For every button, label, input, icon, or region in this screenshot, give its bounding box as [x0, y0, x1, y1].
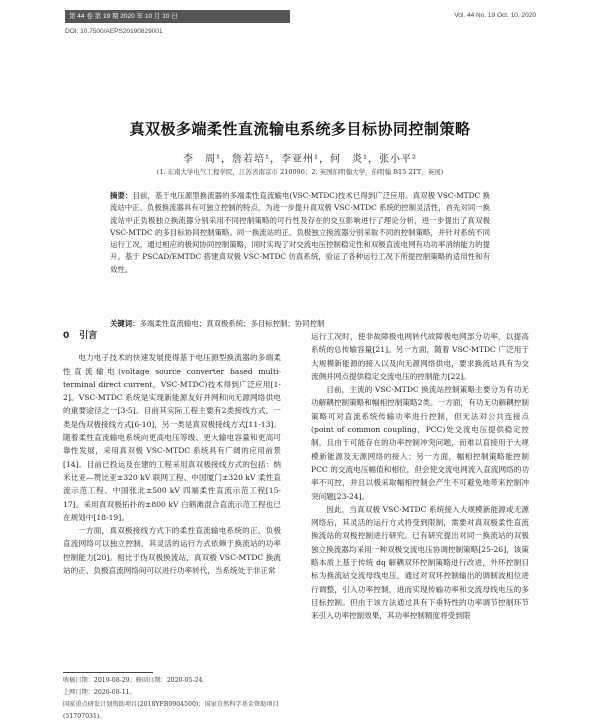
paragraph: 因此，当真双极 VSC-MTDC 系统接入大规模新能源或无源网络后，其灵活的运行方式将受到限制，需要对真双极柔性直流换流站的双极控制进行研究。已有研究提出对同一换流站的双极独立换流器均采用一种双极交流电压协调控制策略[25-26]，该策略本质上基于传统 dq 解耦双环控制策略进行改进，外环控制目标为换流站交流母线电压，通过对双环控制输出的调制波相位进行调整，引入功率控制，进而实现传输功率和交流母线电压的多目标控制。但由于该方法通过具有下垂特性的功率调节控制环节来引入功率控制效果，其功率控制精度将受到限 — [311, 504, 529, 621]
footnote-divider — [63, 672, 153, 673]
paragraph: 一方面，真双极接线方式下的柔性直流输电系统的正、负极直流网络可以独立控制，其灵活的运行方式依赖于换流站的功率控制能力[20]。相比于伪双极换流站，真双极 VSC-MTDC 换流站的正、负极直流网络间可以进行功率转代，当系统处于非正常 — [63, 526, 281, 576]
body-column-left — [63, 330, 281, 577]
footnote-funding: 国家重点研发计划资助项目(2018YFB0904500)；国家自然科学基金资助项目(51707031)。 — [63, 701, 279, 720]
abstract-text: 目前，基于电压源型换流器的多端柔性直流输电(VSC-MTDC)技术已得到广泛应用。真双极 VSC-MTDC 换流站中正、负极换流器具有可独立控制的特点，为进一步提升真双极 VSC-MTDC 系统的控制灵活性，首先对同一换流站中正负极独立换流器分别采用不同控制策略的可行性及存在的交互影响进行了理论分析，进一步提出了真双极 VSC-MTDC 的多目标协同控制策略。同一换流站的正、负极独立换流器分别采取不同的控制策略，并针对系统不同运行工况，通过相应的极间协同控制策略，同时实现了对交流电压控制稳定性和双极直流电网有功功率消纳能力的提升。基于 PSCAD/EMTDC 搭建真双极 VSC-MTDC 仿真系统，验证了各种运行工况下所提控制策略的适用性和有效性。 — [110, 191, 490, 274]
affiliation: (1. 东南大学电气工程学院，江苏省南京市 210096；2. 英国伯明翰大学，伯明翰 B15 2TT，英国) — [156, 168, 444, 176]
doi-link[interactable]: DOI: 10.7500/AEPS20190829001 — [65, 28, 163, 35]
paragraph: 电力电子技术的快速发展使得基于电压源型换流器的多端柔性直流输电(voltage source converter based multi-terminal direct current，VSC-MTDC)技术得到广泛应用[1-2]。VSC-MTDC 系统是实现新能源友好并网和向无源网络供电的重要途径之一[3-5]。目前其实际工程主要有2类接线方式，一类是伪双极接线方式[6-10]，另一类是真双极接线方式[11-13]。随着柔性直流输电系统向更高电压等级、更大输电容量和更高可靠性发展，采用真双极 VSC-MTDC 系统具有广阔的应用前景[14]。目前已投运及在建的工程采用真双极接线方式的包括：纳米比亚—赞比亚±320 kV 联网工程、中国厦门±320 kV 柔性直流示范工程、中国张北±500 kV 四端柔性直流示范工程[15-17]。采用真双极拓扑的±800 kV 白鹤滩混合直流示范工程也已在规划中[18-19]。 — [63, 353, 281, 522]
footnote-received: 收稿日期：2019-08-29；修回日期：2020-05-24。 — [63, 677, 209, 684]
paper-title: 真双极多端柔性直流输电系统多目标协同控制策略 — [129, 120, 471, 138]
journal-issue-text: 第 44 卷 第 19 期 2020 年 10 月 10 日 — [69, 13, 178, 20]
keywords-text: 多端柔性直流输电；真双极系统；多目标控制；协同控制 — [139, 319, 325, 328]
journal-volume-en: Vol. 44 No. 19 Oct. 10, 2020 — [454, 12, 536, 19]
body-column-right — [311, 330, 529, 623]
section-number: 0 — [63, 331, 70, 341]
keywords-label: 关键词： — [110, 319, 140, 328]
paragraph: 目前，主流的 VSC-MTDC 换流站控制策略主要分为有功无功解耦控制策略和幅相控制策略2类。一方面，有功无功解耦控制策略可对直流系统传输功率进行控制，但无法对公共连接点(point of common coupling，PCC)处交流电压提供稳定控制，且由于可能存在的功率控制冲突问题，而难以直接用于大规模新能源及无源网络的接入；另一方面，幅相控制策略能控制 PCC 的交流电压幅值和相位，但会使交流电网流入直流网络的功率不可控，并且以极采取幅相控制会产生不可避免地带来控制冲突问题[23-24]。 — [311, 385, 529, 501]
journal-issue-bar — [65, 10, 290, 23]
page-header — [0, 0, 600, 78]
keywords-block — [110, 318, 490, 330]
author-list: 李 周¹，詹若培¹，李亚州¹，何 炎¹，张小平² — [182, 154, 418, 165]
section-heading — [63, 330, 281, 343]
footnotes — [63, 675, 283, 723]
abstract-block — [110, 190, 490, 276]
paragraph: 运行工况时，使非故障极电网转代故障极电网部分功率，以提高系统的总传输容量[21]。另一方面，随着 VSC-MTDC 广泛用于大规模新能源的接入以及向无源网络供电，要求换流站具有为交流侧并网点提供稳定交流电压的控制能力[22]。 — [311, 332, 529, 381]
section-title: 引言 — [79, 331, 98, 341]
footnote-online: 上网日期：2020-08-11。 — [63, 689, 136, 696]
abstract-label: 摘要： — [110, 191, 133, 200]
